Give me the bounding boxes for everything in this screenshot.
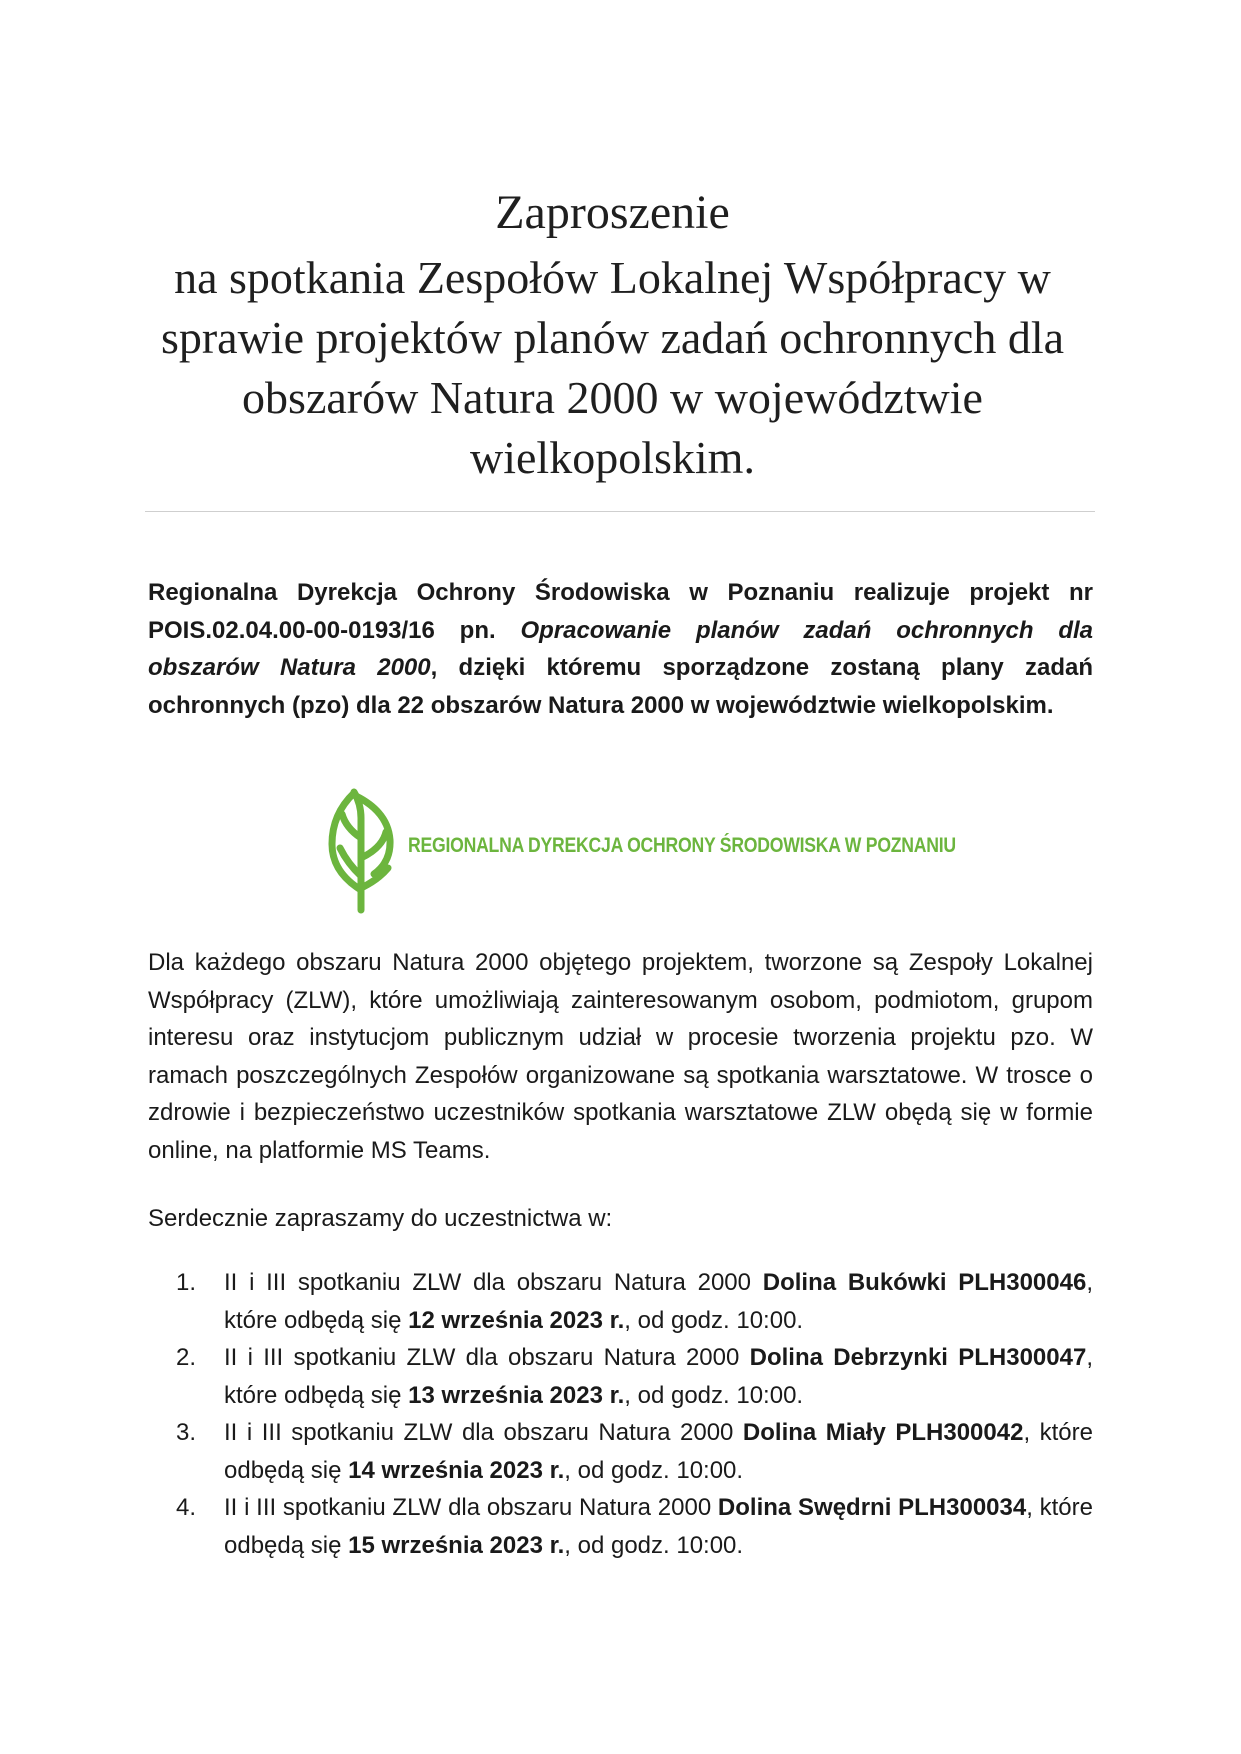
meeting-mid: , które odbędą się [224,1494,1093,1559]
rdos-logo [328,788,956,918]
list-item [176,1414,1093,1489]
meeting-mid: , które odbędą się [224,1419,1093,1484]
meeting-mid: , które odbędą się [224,1269,1093,1334]
meeting-time: , od godz. 10:00. [624,1306,804,1334]
list-item-number: 3. [176,1419,197,1446]
meeting-time: , od godz. 10:00. [564,1456,744,1484]
meeting-prefix: II i III spotkaniu ZLW dla obszaru Natura 2000 [224,1269,763,1296]
meeting-time: , od godz. 10:00. [564,1531,744,1559]
document-title [150,180,1075,488]
title-line-2: na spotkania Zespołów Lokalnej Współpracy w [174,252,1051,303]
title-line-3: sprawie projektów planów zadań ochronnych dla [160,312,1065,363]
meeting-prefix: II i III spotkaniu ZLW dla obszaru Natura 2000 [224,1419,743,1446]
title-heading: Zaproszenie [495,186,730,239]
meeting-time: , od godz. 10:00. [624,1381,804,1409]
meeting-date: 14 września 2023 r. [348,1456,565,1484]
meeting-date: 13 września 2023 r. [408,1381,625,1409]
list-item-number: 4. [176,1494,197,1521]
intro-text-start: Regionalna Dyrekcja Ochrony Środowiska w Poznaniu realizuje projekt nr POIS.02.04.00-00-0193/16 pn. [148,579,1093,644]
list-item [176,1489,1093,1564]
meeting-prefix: II i III spotkaniu ZLW dla obszaru Natura 2000 [224,1494,718,1521]
meeting-date: 15 września 2023 r. [348,1531,565,1559]
title-line-4: obszarów Natura 2000 w województwie [242,372,983,423]
meeting-prefix: II i III spotkaniu ZLW dla obszaru Natura 2000 [224,1344,750,1371]
project-title: Opracowanie planów zadań ochronnych dla obszarów Natura 2000 [148,616,1093,681]
leaf-icon [328,788,400,918]
site-name: Dolina Swędrni PLH300034 [717,1494,1027,1521]
invitation-line: Serdecznie zapraszamy do uczestnictwa w: [148,1205,613,1232]
meeting-mid: , które odbędą się [224,1344,1093,1409]
meetings-list [176,1264,1093,1564]
list-item [176,1339,1093,1414]
logo-text: REGIONALNA DYREKCJA OCHRONY ŚRODOWISKA W POZNANIU [408,834,956,857]
horizontal-divider [145,511,1095,512]
meeting-date: 12 września 2023 r. [408,1306,625,1334]
intro-paragraph [148,574,1093,724]
list-item-number: 1. [176,1269,197,1296]
list-item-number: 2. [176,1344,197,1371]
description-paragraph: Dla każdego obszaru Natura 2000 objętego projektem, tworzone są Zespoły Lokalnej Współpracy (ZLW), które umożliwiają zainteresowanym osobom, podmiotom, grupom interesu oraz instytucjom publicznym udział w procesie tworzenia projektu pzo. W ramach poszczególnych Zespołów organizowane są spotkania warsztatowe. W trosce o zdrowie i bezpieczeństwo uczestników spotkania warsztatowe ZLW obędą się w formie online, na platformie MS Teams. [148,949,1093,1164]
intro-text-end: , dzięki któremu sporządzone zostaną plany zadań ochronnych (pzo) dla 22 obszarów Natura 2000 w województwie wielkopolskim. [148,654,1093,719]
site-name: Dolina Debrzynki PLH300047 [749,1344,1087,1371]
site-name: Dolina Miały PLH300042 [742,1419,1024,1446]
site-name: Dolina Bukówki PLH300046 [762,1269,1087,1296]
title-line-5: wielkopolskim. [470,432,755,483]
title-subheading [150,248,1075,488]
list-item [176,1264,1093,1339]
